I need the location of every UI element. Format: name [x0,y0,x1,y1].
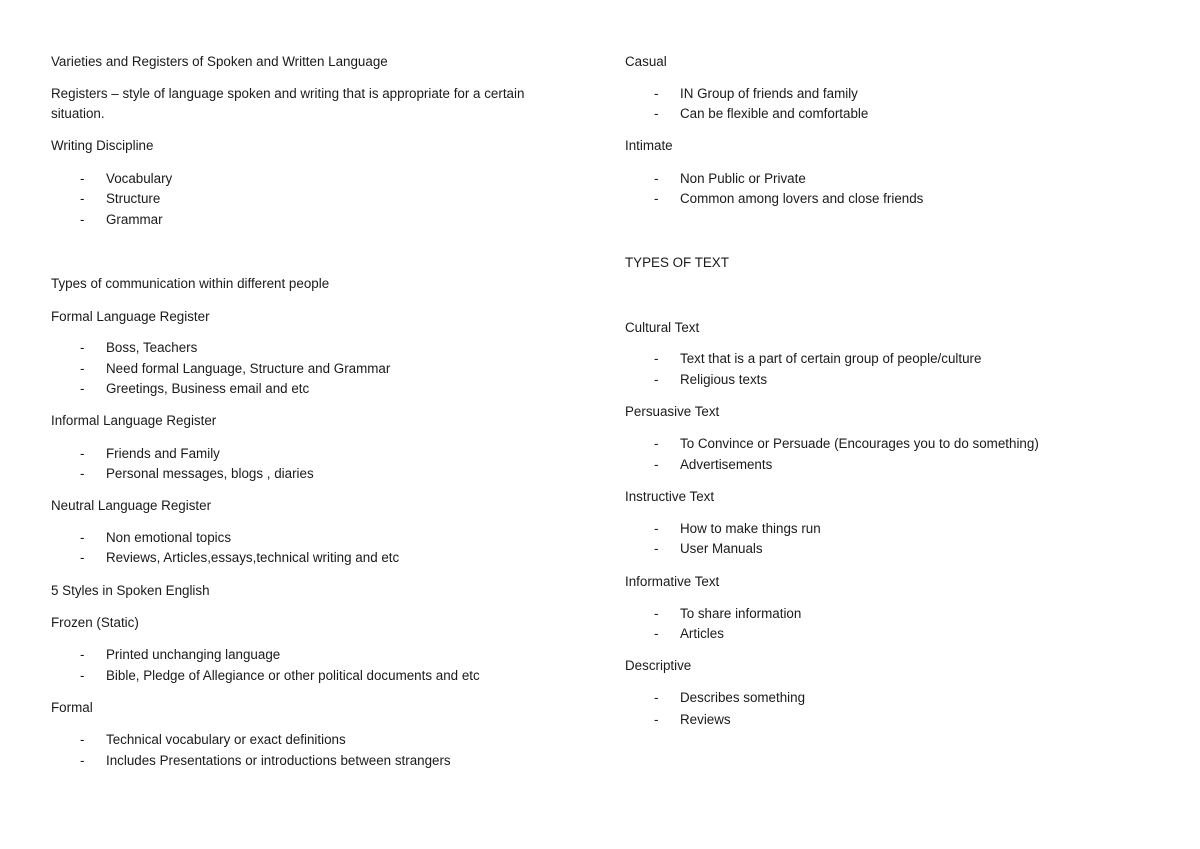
informative-text-heading: Informative Text [625,574,720,589]
bullet-dash: - [654,712,659,727]
list-item-text: Technical vocabulary or exact definitions [106,732,346,747]
intimate-heading: Intimate [625,138,673,153]
bullet-dash: - [80,171,85,186]
bullet-dash: - [654,372,659,387]
bullet-dash: - [80,340,85,355]
bullet-dash: - [654,106,659,121]
bullet-dash: - [654,86,659,101]
list-item-text: Common among lovers and close friends [680,191,924,206]
list-item-text: Articles [680,626,724,641]
registers-definition-line-1: Registers – style of language spoken and writing that is appropriate for a certain [51,86,525,101]
frozen-heading: Frozen (Static) [51,615,139,630]
list-item-text: Friends and Family [106,446,220,461]
bullet-dash: - [654,690,659,705]
bullet-dash: - [80,446,85,461]
formal-register-heading: Formal Language Register [51,309,210,324]
registers-definition-line-2: situation. [51,106,105,121]
bullet-dash: - [80,550,85,565]
bullet-dash: - [80,466,85,481]
list-item-text: Non emotional topics [106,530,232,545]
list-item-text: Personal messages, blogs , diaries [106,466,314,481]
bullet-dash: - [80,668,85,683]
list-item-text: Grammar [106,212,163,227]
informal-register-heading: Informal Language Register [51,413,217,428]
list-item-text: Printed unchanging language [106,647,281,662]
writing-discipline-heading: Writing Discipline [51,138,154,153]
bullet-dash: - [80,530,85,545]
list-item-text: To share information [680,606,802,621]
bullet-dash: - [80,647,85,662]
list-item-text: Includes Presentations or introductions between strangers [106,753,451,768]
formal-heading: Formal [51,700,93,715]
bullet-dash: - [654,171,659,186]
neutral-register-heading: Neutral Language Register [51,498,212,513]
bullet-dash: - [654,541,659,556]
list-item-text: Boss, Teachers [106,340,198,355]
five-styles-heading: 5 Styles in Spoken English [51,583,210,598]
bullet-dash: - [654,606,659,621]
list-item-text: To Convince or Persuade (Encourages you to do something) [680,436,1039,451]
types-of-communication-heading: Types of communication within different people [51,276,330,291]
list-item-text: Greetings, Business email and etc [106,381,310,396]
list-item-text: Describes something [680,690,806,705]
bullet-dash: - [654,626,659,641]
bullet-dash: - [80,732,85,747]
list-item-text: Can be flexible and comfortable [680,106,869,121]
bullet-dash: - [80,753,85,768]
bullet-dash: - [654,191,659,206]
casual-heading: Casual [625,54,667,69]
list-item-text: Structure [106,191,161,206]
bullet-dash: - [654,521,659,536]
list-item-text: IN Group of friends and family [680,86,858,101]
bullet-dash: - [654,351,659,366]
document-title: Varieties and Registers of Spoken and Written Language [51,54,388,69]
bullet-dash: - [80,361,85,376]
list-item-text: Vocabulary [106,171,173,186]
bullet-dash: - [654,436,659,451]
list-item-text: Text that is a part of certain group of people/culture [680,351,982,366]
list-item-text: Reviews, Articles,essays,technical writing and etc [106,550,400,565]
instructive-text-heading: Instructive Text [625,489,715,504]
list-item-text: Non Public or Private [680,171,806,186]
descriptive-heading: Descriptive [625,658,692,673]
list-item-text: Advertisements [680,457,773,472]
list-item-text: Bible, Pledge of Allegiance or other political documents and etc [106,668,480,683]
persuasive-text-heading: Persuasive Text [625,404,720,419]
bullet-dash: - [80,191,85,206]
cultural-text-heading: Cultural Text [625,320,700,335]
list-item-text: Need formal Language, Structure and Grammar [106,361,391,376]
list-item-text: Religious texts [680,372,768,387]
list-item-text: How to make things run [680,521,821,536]
bullet-dash: - [80,212,85,227]
types-of-text-heading: TYPES OF TEXT [625,255,729,270]
bullet-dash: - [80,381,85,396]
list-item-text: Reviews [680,712,731,727]
list-item-text: User Manuals [680,541,763,556]
bullet-dash: - [654,457,659,472]
